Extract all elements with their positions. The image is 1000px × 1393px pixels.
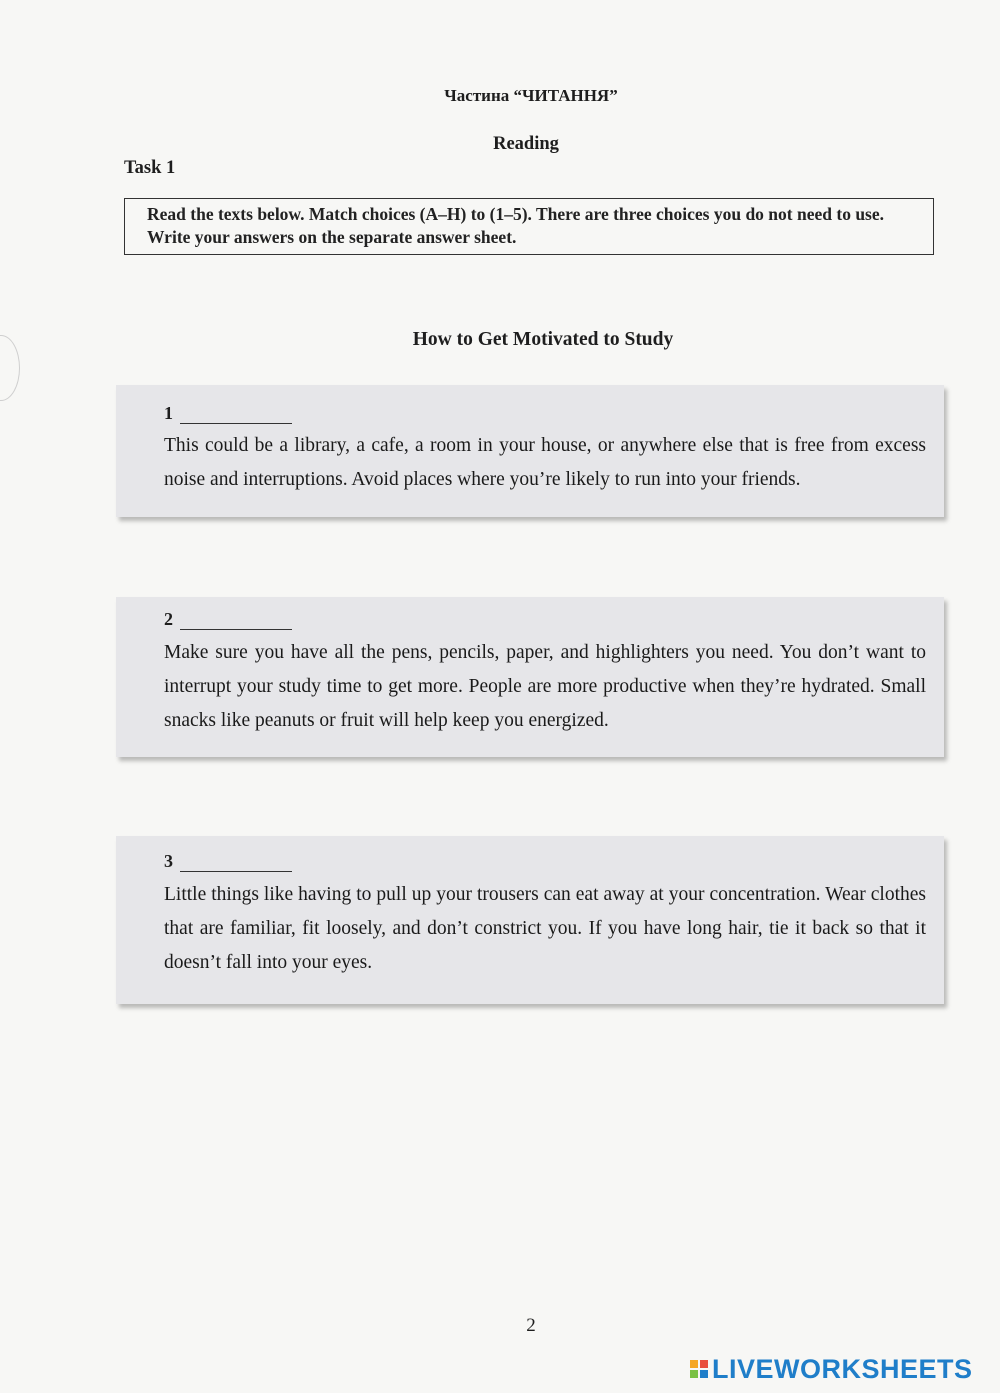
item-text: Little things like having to pull up your trousers can eat away at your concentration. Wear clothes that are familiar, fit loosely, and don’t constrict you. If you have long hair, tie it back so that it doesn’t fall into your eyes. [164, 884, 926, 973]
section-title: Частина “ЧИТАННЯ” [444, 86, 618, 105]
answer-blank-1[interactable] [180, 423, 292, 424]
task-label: Task 1 [124, 158, 176, 178]
liveworksheets-logo-icon [690, 1360, 708, 1378]
item-number: 2 [164, 609, 173, 629]
text-block-3 [116, 836, 944, 1004]
item-text: This could be a library, a cafe, a room in your house, or anywhere else that is free from excess noise and interruptions. Avoid places where you’re likely to run into your friends. [164, 435, 926, 490]
liveworksheets-logo[interactable] [690, 1352, 973, 1386]
instruction-box: Read the texts below. Match choices (A–H) to (1–5). There are three choices you do not need to use. Write your answers on the separate answer sheet. [124, 198, 934, 255]
item-text: Make sure you have all the pens, pencils, paper, and highlighters you need. You don’t want to interrupt your study time to get more. People are more productive when they’re hydrated. Small snacks like peanuts or fruit will help keep you energized. [164, 642, 926, 731]
page-number: 2 [526, 1315, 536, 1336]
answer-blank-3[interactable] [180, 871, 292, 872]
article-title: How to Get Motivated to Study [412, 329, 674, 350]
reading-heading: Reading [493, 134, 559, 154]
item-number: 3 [164, 851, 173, 871]
item-number: 1 [164, 403, 173, 423]
answer-blank-2[interactable] [180, 629, 292, 630]
text-block-1 [116, 385, 944, 517]
logo-text: LIVEWORKSHEETS [712, 1353, 973, 1384]
text-block-2 [116, 597, 944, 757]
